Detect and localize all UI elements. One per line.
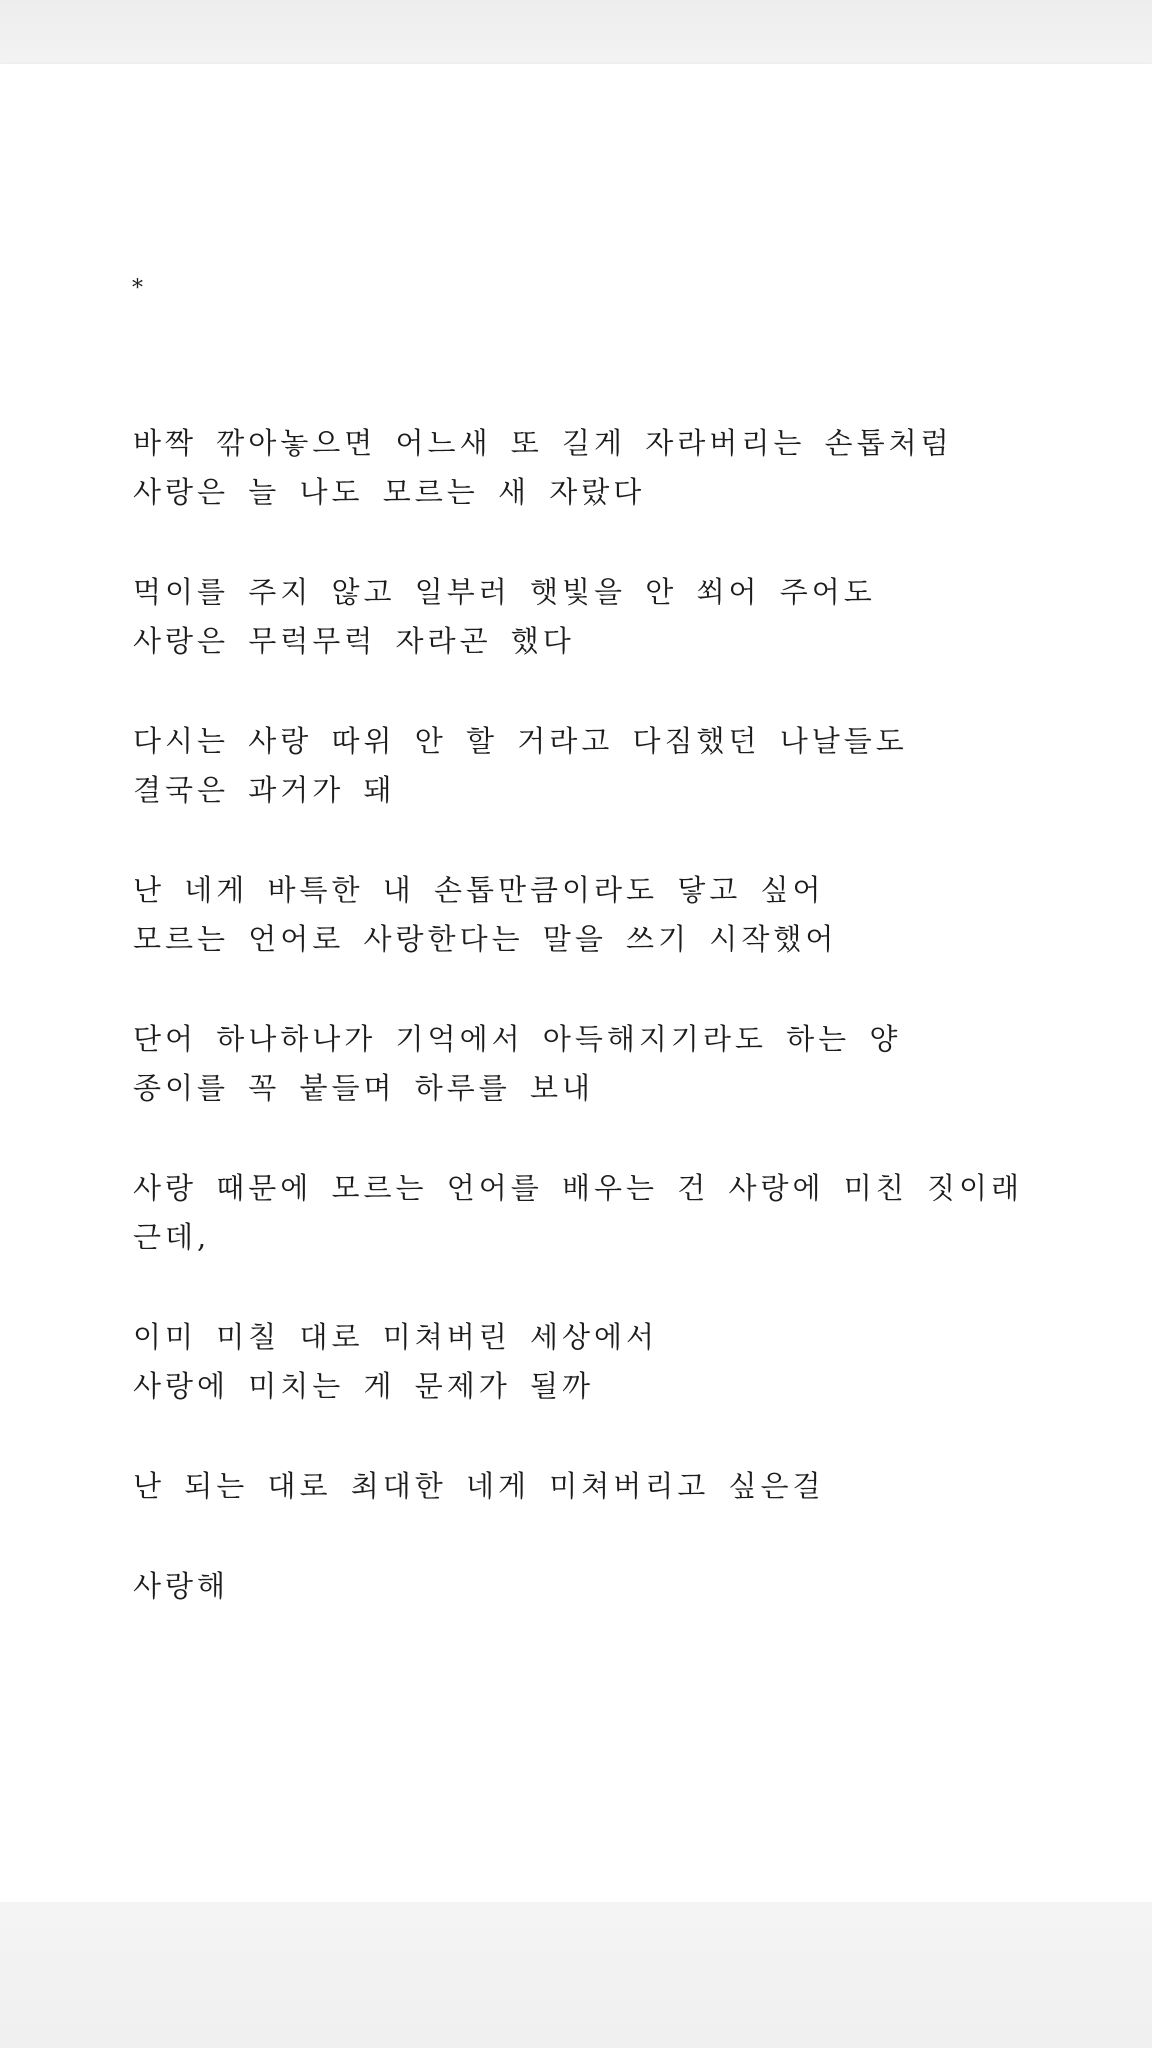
stanza-2 xyxy=(133,568,1033,666)
stanza-8 xyxy=(133,1462,1033,1511)
stanza-1 xyxy=(133,419,1033,517)
stanza-3 xyxy=(133,717,1033,815)
poem-line: 난 되는 대로 최대한 네게 미쳐버리고 싶은걸 xyxy=(133,1469,825,1503)
poem-line: 사랑은 늘 나도 모르는 새 자랐다 xyxy=(133,475,646,509)
stanza-4 xyxy=(133,866,1033,964)
bottom-background-band xyxy=(0,1902,1152,2048)
poem-line: 사랑은 무럭무럭 자라곤 했다 xyxy=(133,624,575,658)
poem-line: 난 네게 바특한 내 손톱만큼이라도 닿고 싶어 xyxy=(133,873,825,907)
stanza-5 xyxy=(133,1015,1033,1113)
section-marker: * xyxy=(132,276,143,301)
top-background-band xyxy=(0,0,1152,64)
poem-line: 사랑해 xyxy=(133,1569,230,1603)
poem-line: 결국은 과거가 돼 xyxy=(133,773,396,807)
poem-line: 다시는 사랑 따위 안 할 거라고 다짐했던 나날들도 xyxy=(133,724,908,758)
poem-line: 먹이를 주지 않고 일부러 햇빛을 안 쐬어 주어도 xyxy=(133,575,876,609)
poem-line: 모르는 언어로 사랑한다는 말을 쓰기 시작했어 xyxy=(133,922,838,956)
poem-line: 단어 하나하나가 기억에서 아득해지기라도 하는 양 xyxy=(133,1022,902,1056)
poem-line: 근데, xyxy=(133,1220,211,1254)
poem-line: 종이를 꼭 붙들며 하루를 보내 xyxy=(133,1071,595,1105)
paper-page xyxy=(0,64,1152,1902)
poem-line: 이미 미칠 대로 미쳐버린 세상에서 xyxy=(133,1320,659,1354)
poem-line: 사랑에 미치는 게 문제가 될까 xyxy=(133,1369,595,1403)
stanza-7 xyxy=(133,1313,1033,1411)
poem-line: 사랑 때문에 모르는 언어를 배우는 건 사랑에 미친 짓이래 xyxy=(133,1171,1024,1205)
poem-line: 바짝 깎아놓으면 어느새 또 길게 자라버리는 손톱처럼 xyxy=(133,426,953,460)
stanza-9 xyxy=(133,1562,1033,1611)
stanza-6 xyxy=(133,1164,1033,1262)
